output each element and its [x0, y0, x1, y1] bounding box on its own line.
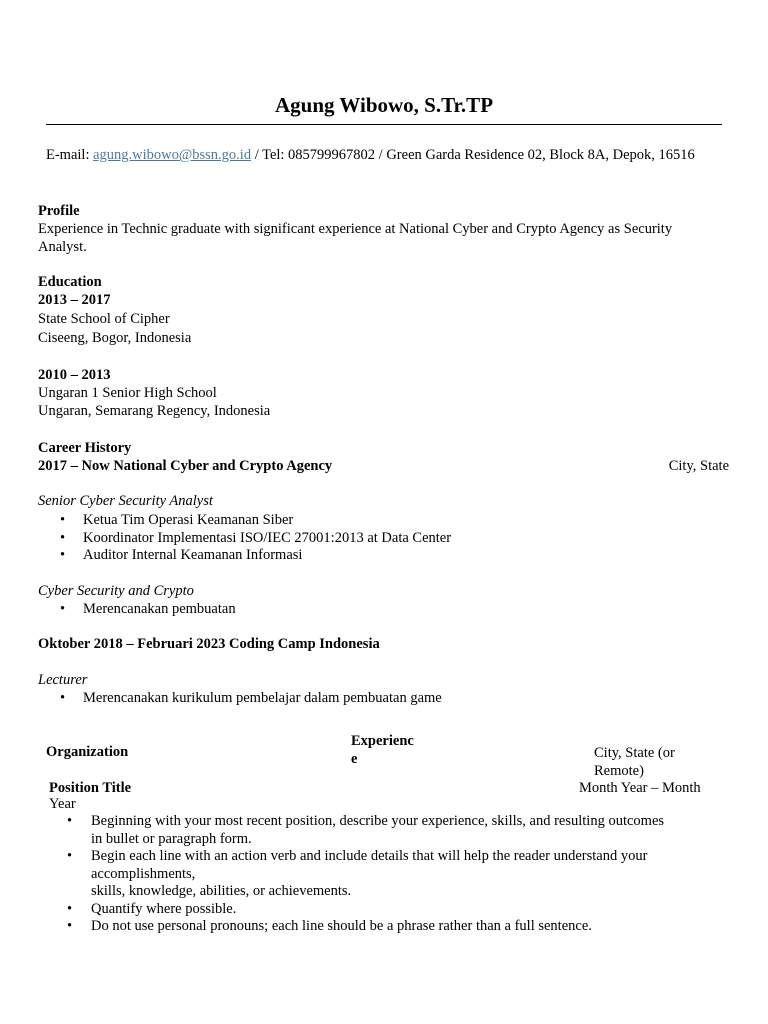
contact-details: / Tel: 085799967802 / Green Garda Residence 02, Block 8A, Depok, 16516	[251, 147, 695, 163]
role-bullet-list	[38, 601, 236, 619]
education-location: Ciseeng, Bogor, Indonesia	[38, 330, 192, 346]
list-item: • Koordinator Implementasi ISO/IEC 27001:2013 at Data Center	[60, 529, 452, 546]
education-location: Ungaran, Semarang Regency, Indonesia	[38, 403, 271, 419]
role-title: Cyber Security and Crypto	[38, 583, 194, 599]
email-link[interactable]: agung.wibowo@bssn.go.id	[93, 147, 252, 163]
organization-label: Organization	[46, 744, 129, 760]
list-item: • Auditor Internal Keamanan Informasi	[60, 547, 303, 563]
job-header: 2017 – Now National Cyber and Crypto Agency	[38, 458, 333, 474]
list-item: • Ketua Tim Operasi Keamanan Siber	[60, 512, 294, 528]
job-location: City, State	[668, 458, 729, 474]
education-school: State School of Cipher	[38, 311, 170, 327]
experience-label-line-2: e	[351, 751, 358, 767]
list-item: • Beginning with your most recent position, describe your experience, skills, and resulting outcomes in bullet or paragraph form.	[67, 813, 665, 847]
bullet-icon: •	[60, 601, 66, 617]
email-label: E-mail:	[46, 147, 94, 163]
list-item: • Quantify where possible.	[67, 900, 237, 917]
profile-heading: Profile	[38, 203, 80, 219]
date-range: Month Year – Month	[579, 780, 701, 796]
job-header: Oktober 2018 – Februari 2023 Coding Camp Indonesia	[38, 636, 380, 652]
bullet-icon: •	[60, 529, 66, 546]
role-bullet-list	[38, 690, 442, 708]
education-heading: Education	[38, 274, 102, 290]
education-school: Ungaran 1 Senior High School	[38, 385, 217, 401]
resume-name: Agung Wibowo, S.Tr.TP	[274, 93, 494, 117]
role-title: Lecturer	[38, 672, 88, 688]
profile-text-line-1: Experience in Technic graduate with significant experience at National Cyber and Crypto Agency as Security	[38, 221, 673, 237]
education-years: 2013 – 2017	[38, 292, 111, 308]
bullet-icon: •	[60, 547, 66, 563]
city-state-line-1: City, State (or	[594, 745, 675, 761]
bullet-icon: •	[67, 918, 73, 934]
list-item: • Merencanakan kurikulum pembelajar dalam pembuatan game	[60, 690, 442, 706]
career-heading: Career History	[38, 440, 132, 456]
profile-text-line-2: Analyst.	[38, 239, 87, 255]
bullet-icon: •	[60, 690, 66, 706]
position-title: Position Title	[49, 780, 132, 796]
bullet-icon: •	[60, 512, 66, 528]
bullet-icon: •	[67, 813, 73, 829]
bullet-icon: •	[67, 900, 73, 917]
role-title: Senior Cyber Security Analyst	[38, 493, 213, 509]
contact-line	[46, 147, 695, 164]
role-bullet-list	[38, 512, 451, 565]
list-item: • Begin each line with an action verb and include details that will help the reader understand your accomplishments, skills, knowledge, abilities, or achievements.	[67, 848, 648, 899]
experience-label-line-1: Experienc	[351, 733, 414, 749]
guidance-bullet-list	[49, 813, 664, 936]
date-range-year: Year	[49, 796, 76, 812]
bullet-icon: •	[67, 848, 73, 864]
education-years: 2010 – 2013	[38, 367, 111, 383]
header-divider	[46, 124, 722, 125]
list-item: • Merencanakan pembuatan	[60, 601, 236, 617]
list-item: • Do not use personal pronouns; each line should be a phrase rather than a full sentence.	[67, 918, 592, 934]
city-state-line-2: Remote)	[594, 763, 644, 779]
